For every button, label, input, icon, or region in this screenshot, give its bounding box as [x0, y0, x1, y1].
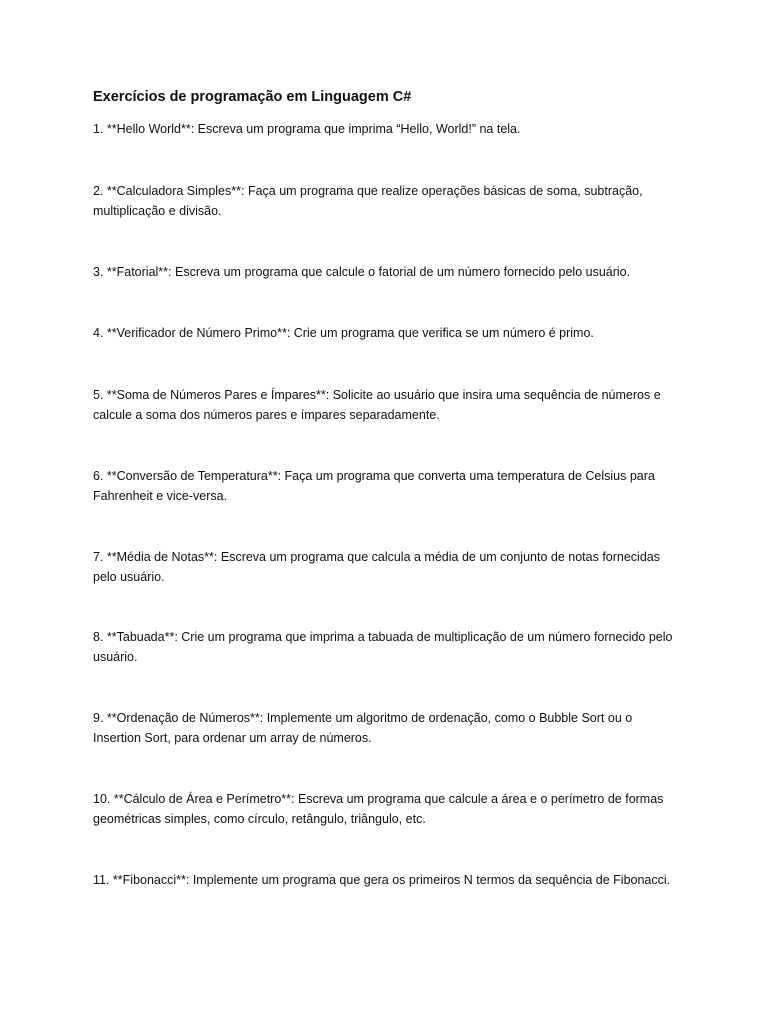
- exercise-item: 4. **Verificador de Número Primo**: Crie um programa que verifica se um número é primo.: [93, 326, 594, 340]
- exercise-item: 11. **Fibonacci**: Implemente um programa que gera os primeiros N termos da sequência de Fibonacci.: [93, 873, 671, 887]
- exercise-item: 10. **Cálculo de Área e Perímetro**: Escreva um programa que calcule a área e o perímetro de formas geométricas simples, como círculo, retângulo, triângulo, etc.: [93, 792, 664, 826]
- exercise-item: 2. **Calculadora Simples**: Faça um programa que realize operações básicas de soma, subtração, multiplicação e divisão.: [93, 184, 643, 218]
- exercise-item: 7. **Média de Notas**: Escreva um programa que calcula a média de um conjunto de notas fornecidas pelo usuário.: [93, 550, 660, 584]
- exercise-item: 1. **Hello World**: Escreva um programa que imprima “Hello, World!” na tela.: [93, 122, 521, 136]
- exercise-item: 5. **Soma de Números Pares e Ímpares**: Solicite ao usuário que insira uma sequência de números e calcule a soma dos números pares e ímpares separadamente.: [93, 388, 661, 422]
- exercise-item: 6. **Conversão de Temperatura**: Faça um programa que converta uma temperatura de Celsius para Fahrenheit e vice-versa.: [93, 469, 655, 503]
- exercise-item: 8. **Tabuada**: Crie um programa que imprima a tabuada de multiplicação de um número fornecido pelo usuário.: [93, 630, 673, 664]
- exercise-item: 3. **Fatorial**: Escreva um programa que calcule o fatorial de um número fornecido pelo usuário.: [93, 265, 631, 279]
- document-title: Exercícios de programação em Linguagem C#: [93, 89, 412, 105]
- exercise-item: 9. **Ordenação de Números**: Implemente um algoritmo de ordenação, como o Bubble Sort ou o Insertion Sort, para ordenar um array de números.: [93, 711, 633, 745]
